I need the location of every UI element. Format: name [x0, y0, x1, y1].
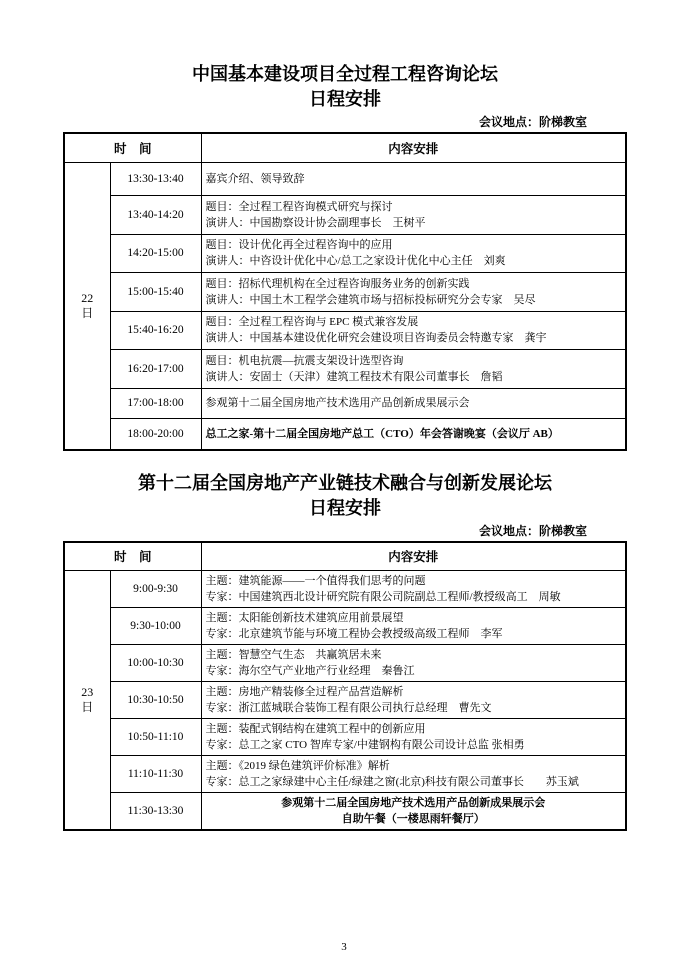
agenda-item [201, 388, 626, 418]
agenda-item [201, 570, 626, 607]
day-label [64, 162, 110, 450]
page-content [63, 0, 627, 831]
agenda-line: 题目：全过程工程咨询模式研究与探讨 [205, 200, 393, 213]
time-slot: 11:10-11:30 [110, 755, 201, 792]
forum-section-2 [63, 471, 627, 831]
schedule-row [64, 162, 626, 195]
time-column-header: 时 间 [64, 133, 201, 162]
time-slot: 18:00-20:00 [110, 418, 201, 450]
content-column-header: 内容安排 [201, 542, 626, 570]
day-number: 23 [81, 684, 94, 699]
time-slot: 15:00-15:40 [110, 272, 201, 311]
schedule-row [64, 234, 626, 272]
agenda-line: 演讲人：中咨设计优化中心/总工之家设计优化中心主任 刘爽 [205, 255, 506, 267]
time-slot: 15:40-16:20 [110, 311, 201, 349]
agenda-item [201, 349, 626, 388]
schedule-row [64, 792, 626, 830]
time-slot: 10:00-10:30 [110, 644, 201, 681]
agenda-line: 专家：海尔空气产业地产行业经理 秦鲁江 [205, 664, 415, 677]
schedule-row [64, 681, 626, 718]
agenda-item [201, 607, 626, 644]
forum-title-line1: 中国基本建设项目全过程工程咨询论坛 [192, 64, 498, 84]
agenda-line: 总工之家-第十二届全国房地产总工（CTO）年会答谢晚宴（会议厅 AB） [205, 427, 559, 440]
time-slot: 13:30-13:40 [110, 162, 201, 195]
schedule-row [64, 755, 626, 792]
agenda-line: 演讲人：安固士（天津）建筑工程技术有限公司董事长 詹韬 [205, 370, 503, 383]
table-header-row [64, 133, 626, 162]
agenda-line: 主题：《2019 绿色建筑评价标准》解析 [205, 759, 390, 772]
schedule-row [64, 311, 626, 349]
forum-title [63, 471, 627, 521]
agenda-item [201, 755, 626, 792]
time-slot: 9:00-9:30 [110, 570, 201, 607]
agenda-line: 专家：总工之家绿建中心主任/绿建之窗(北京)科技有限公司董事长 苏玉斌 [205, 775, 579, 788]
schedule-row [64, 272, 626, 311]
agenda-line: 自助午餐（一楼思雨轩餐厅） [341, 812, 485, 825]
agenda-item [201, 162, 626, 195]
time-slot: 9:30-10:00 [110, 607, 201, 644]
schedule-rows [64, 162, 626, 450]
agenda-line: 主题：装配式钢结构在建筑工程中的创新应用 [205, 722, 426, 735]
agenda-line: 参观第十二届全国房地产技术选用产品创新成果展示会 [205, 397, 470, 409]
schedule-row [64, 644, 626, 681]
venue-line: 会议地点：阶梯教室 [478, 115, 587, 129]
time-slot: 17:00-18:00 [110, 388, 201, 418]
agenda-item [201, 195, 626, 234]
agenda-line: 参观第十二届全国房地产技术选用产品创新成果展示会 [281, 796, 546, 809]
table-header-row [64, 542, 626, 570]
agenda-line: 嘉宾介绍、领导致辞 [205, 172, 305, 185]
agenda-line: 专家：总工之家 CTO 智库专家/中建钢构有限公司设计总监 张相勇 [205, 738, 525, 751]
forum-title-line2: 日程安排 [309, 498, 381, 518]
day-label [64, 570, 110, 830]
content-column-header: 内容安排 [201, 133, 626, 162]
time-column-header: 时 间 [64, 542, 201, 570]
agenda-line: 专家：北京建筑节能与环境工程协会教授级高级工程师 李军 [205, 627, 503, 640]
forum-title-line2: 日程安排 [309, 89, 381, 109]
schedule-rows [64, 570, 626, 830]
schedule-table [63, 541, 627, 831]
agenda-line: 演讲人：中国土木工程学会建筑市场与招标投标研究分会专家 吴尽 [205, 293, 536, 306]
agenda-line: 专家：浙江蓝城联合装饰工程有限公司执行总经理 曹先文 [205, 701, 492, 714]
agenda-item [201, 718, 626, 755]
time-slot: 16:20-17:00 [110, 349, 201, 388]
agenda-item [201, 792, 626, 830]
agenda-line: 题目：设计优化再全过程咨询中的应用 [205, 239, 393, 251]
day-number: 22 [81, 290, 94, 305]
agenda-line: 主题：智慧空气生态 共赢筑居未来 [205, 648, 382, 661]
agenda-line: 题目：全过程工程咨询与 EPC 模式兼容发展 [205, 316, 419, 328]
schedule-row [64, 418, 626, 450]
schedule-row [64, 718, 626, 755]
agenda-item [201, 418, 626, 450]
time-slot: 13:40-14:20 [110, 195, 201, 234]
agenda-item [201, 644, 626, 681]
agenda-line: 主题：太阳能创新技术建筑应用前景展望 [205, 611, 404, 624]
venue-line: 会议地点：阶梯教室 [478, 524, 587, 538]
agenda-item [201, 311, 626, 349]
schedule-row [64, 607, 626, 644]
forum-section-1 [63, 62, 627, 451]
time-slot: 10:30-10:50 [110, 681, 201, 718]
agenda-item [201, 234, 626, 272]
time-slot: 14:20-15:00 [110, 234, 201, 272]
agenda-line: 主题：房地产精装修全过程产品营造解析 [205, 685, 404, 698]
schedule-row [64, 388, 626, 418]
day-suffix: 日 [81, 699, 94, 714]
time-slot: 10:50-11:10 [110, 718, 201, 755]
time-slot: 11:30-13:30 [110, 792, 201, 830]
agenda-line: 演讲人：中国基本建设优化研究会建设项目咨询委员会特邀专家 龚宇 [205, 332, 547, 344]
agenda-line: 主题：建筑能源——一个值得我们思考的问题 [205, 574, 426, 587]
forum-title [63, 62, 627, 112]
agenda-item [201, 272, 626, 311]
agenda-line: 演讲人：中国勘察设计协会副理事长 王树平 [205, 216, 426, 229]
agenda-line: 题目：机电抗震—抗震支架设计选型咨询 [205, 354, 404, 367]
agenda-line: 专家：中国建筑西北设计研究院有限公司院副总工程师/教授级高工 周敏 [205, 590, 561, 603]
forum-title-line1: 第十二届全国房地产产业链技术融合与创新发展论坛 [138, 473, 552, 493]
schedule-row [64, 195, 626, 234]
schedule-row [64, 349, 626, 388]
day-suffix: 日 [81, 305, 94, 320]
page-number: 3 [341, 941, 347, 953]
schedule-table [63, 132, 627, 451]
schedule-row [64, 570, 626, 607]
agenda-item [201, 681, 626, 718]
agenda-line: 题目：招标代理机构在全过程咨询服务业务的创新实践 [205, 277, 470, 290]
